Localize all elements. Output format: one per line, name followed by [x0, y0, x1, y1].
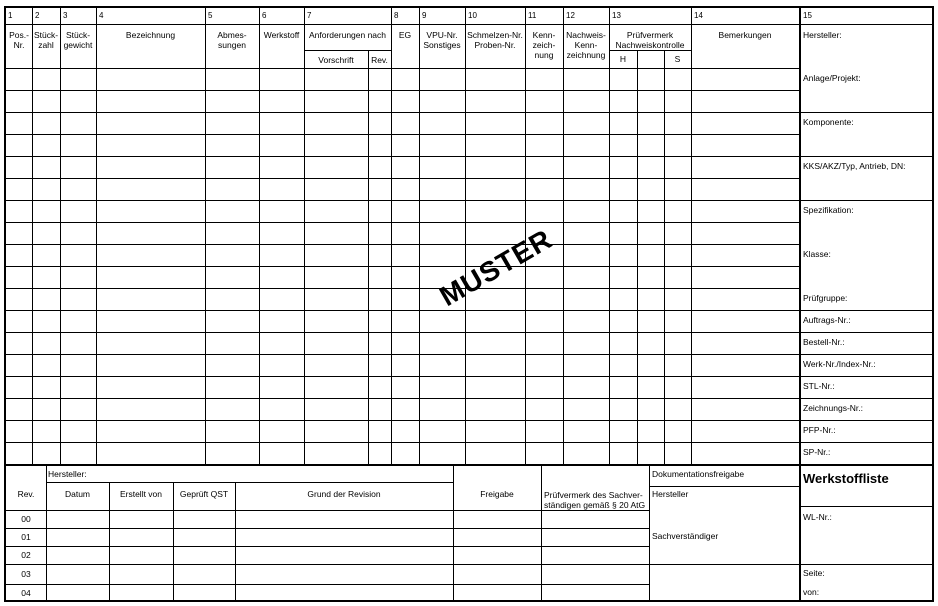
grid-line — [6, 266, 799, 267]
grid-line — [259, 8, 260, 464]
grid-line — [6, 398, 934, 399]
doc-release-title: Dokumentationsfreigabe — [652, 469, 745, 479]
label-sp-nr: SP-Nr.: — [803, 447, 831, 457]
rev-row-number: 01 — [21, 532, 31, 542]
grid-line — [541, 466, 542, 602]
grid-line — [6, 420, 934, 421]
grid-line — [6, 288, 799, 289]
grid-line — [6, 376, 934, 377]
grid-line — [563, 8, 564, 464]
header-pruefvermerk: Prüfvermerk Nachweiskontrolle — [615, 30, 685, 50]
label-klasse: Klasse: — [803, 249, 831, 259]
rev-row-number: 02 — [21, 550, 31, 560]
label-auftrags-nr: Auftrags-Nr.: — [803, 315, 851, 325]
grid-line — [6, 134, 799, 135]
grid-line — [205, 8, 206, 464]
grid-line — [6, 68, 799, 69]
column-number: 15 — [803, 11, 812, 20]
header-bemerkungen: Bemerkungen — [718, 30, 772, 40]
label-stl-nr: STL-Nr.: — [803, 381, 835, 391]
grid-line — [453, 466, 454, 602]
column-number: 9 — [422, 11, 427, 20]
column-number: 4 — [99, 11, 104, 20]
column-number: 6 — [262, 11, 267, 20]
label-spezifikation: Spezifikation: — [803, 205, 854, 215]
grid-line — [96, 8, 97, 464]
rev-header-datum: Datum — [64, 489, 91, 499]
grid-line — [391, 8, 392, 464]
grid-line — [649, 486, 799, 487]
header-abmessungen: Abmes- sungen — [217, 30, 247, 50]
grid-line — [46, 466, 47, 602]
header-eg: EG — [398, 30, 412, 40]
label-wl-nr: WL-Nr.: — [803, 512, 832, 522]
grid-line — [6, 332, 934, 333]
rev-row-number: 00 — [21, 514, 31, 524]
grid-line — [6, 112, 934, 113]
label-werk-nr: Werk-Nr./Index-Nr.: — [803, 359, 876, 369]
header-schmelzen-nr: Schmelzen-Nr. Proben-Nr. — [467, 30, 523, 50]
werkstoffliste-form — [4, 6, 934, 602]
grid-line — [6, 310, 934, 311]
grid-line — [691, 8, 692, 464]
header-rev: Rev. — [371, 55, 388, 65]
column-number: 1 — [8, 11, 13, 20]
header-s: S — [674, 54, 681, 64]
column-number: 7 — [307, 11, 312, 20]
rev-header-freigabe: Freigabe — [480, 489, 514, 499]
grid-line — [6, 564, 649, 565]
label-pruefgruppe: Prüfgruppe: — [803, 293, 848, 303]
header-vpu-nr: VPU-Nr. Sonstiges — [423, 30, 461, 50]
header-stueckzahl: Stück- zahl — [33, 30, 59, 50]
column-number: 10 — [468, 11, 477, 20]
grid-line — [799, 8, 801, 602]
grid-line — [46, 482, 453, 483]
rev-hersteller-label: Hersteller: — [48, 469, 87, 479]
column-number: 5 — [208, 11, 213, 20]
grid-line — [6, 156, 934, 157]
label-bestell-nr: Bestell-Nr.: — [803, 337, 845, 347]
grid-line — [6, 24, 934, 25]
label-hersteller: Hersteller: — [803, 30, 842, 40]
rev-header-erstellt-von: Erstellt von — [119, 489, 163, 499]
header-nachweis-kennzeichnung: Nachweis- Kenn- zeichnung — [566, 30, 606, 60]
grid-line — [304, 50, 391, 51]
grid-line — [6, 442, 934, 443]
column-number: 11 — [528, 11, 537, 20]
grid-line — [304, 8, 305, 464]
header-vorschrift: Vorschrift — [318, 55, 354, 65]
grid-line — [649, 564, 799, 565]
grid-line — [799, 564, 934, 565]
grid-line — [32, 8, 33, 464]
label-komponente: Komponente: — [803, 117, 854, 127]
label-seite: Seite: — [803, 568, 825, 578]
column-number: 2 — [35, 11, 40, 20]
document-title: Werkstoffliste — [803, 471, 889, 486]
grid-line — [6, 546, 649, 547]
grid-line — [6, 528, 649, 529]
grid-line — [6, 510, 649, 511]
header-werkstoff: Werkstoff — [263, 30, 300, 40]
grid-line — [6, 200, 934, 201]
header-h: H — [619, 54, 627, 64]
column-number: 3 — [63, 11, 68, 20]
label-anlage-projekt: Anlage/Projekt: — [803, 73, 861, 83]
rev-header-grund: Grund der Revision — [307, 489, 381, 499]
column-number: 13 — [612, 11, 621, 20]
grid-line — [419, 8, 420, 464]
label-von: von: — [803, 587, 820, 597]
rev-header-rev: Rev. — [17, 489, 35, 499]
doc-release-sachverstaendiger: Sachverständiger — [652, 531, 719, 541]
grid-line — [6, 584, 649, 585]
grid-line — [609, 8, 610, 464]
grid-line — [6, 354, 934, 355]
header-pos-nr: Pos.- Nr. — [9, 30, 29, 50]
label-zeichnungs-nr: Zeichnungs-Nr.: — [803, 403, 863, 413]
rev-row-number: 03 — [21, 569, 31, 579]
grid-line — [6, 90, 799, 91]
muster-watermark: MUSTER — [434, 223, 558, 313]
column-number: 14 — [694, 11, 703, 20]
grid-line — [6, 178, 799, 179]
grid-line — [609, 50, 691, 51]
grid-line — [60, 8, 61, 464]
rev-row-number: 04 — [21, 588, 31, 598]
column-number: 12 — [566, 11, 575, 20]
label-kks: KKS/AKZ/Typ, Antrieb, DN: — [803, 161, 906, 171]
label-pfp-nr: PFP-Nr.: — [803, 425, 836, 435]
grid-line — [6, 244, 799, 245]
grid-line — [6, 464, 934, 466]
header-anforderungen-nach: Anforderungen nach — [308, 30, 387, 40]
grid-line — [6, 222, 799, 223]
header-stueckgewicht: Stück- gewicht — [63, 30, 93, 50]
rev-header-geprueft-qst: Geprüft QST — [179, 489, 229, 499]
doc-release-hersteller: Hersteller — [652, 489, 689, 499]
grid-line — [465, 8, 466, 464]
rev-header-pruefvermerk-sv: Prüfvermerk des Sachver- ständigen gemäß § 20 AtG — [544, 490, 646, 510]
column-number: 8 — [394, 11, 399, 20]
grid-line — [799, 506, 934, 507]
header-kennzeichnung: Kenn- zeich- nung — [532, 30, 556, 60]
header-bezeichnung: Bezeichnung — [125, 30, 176, 40]
